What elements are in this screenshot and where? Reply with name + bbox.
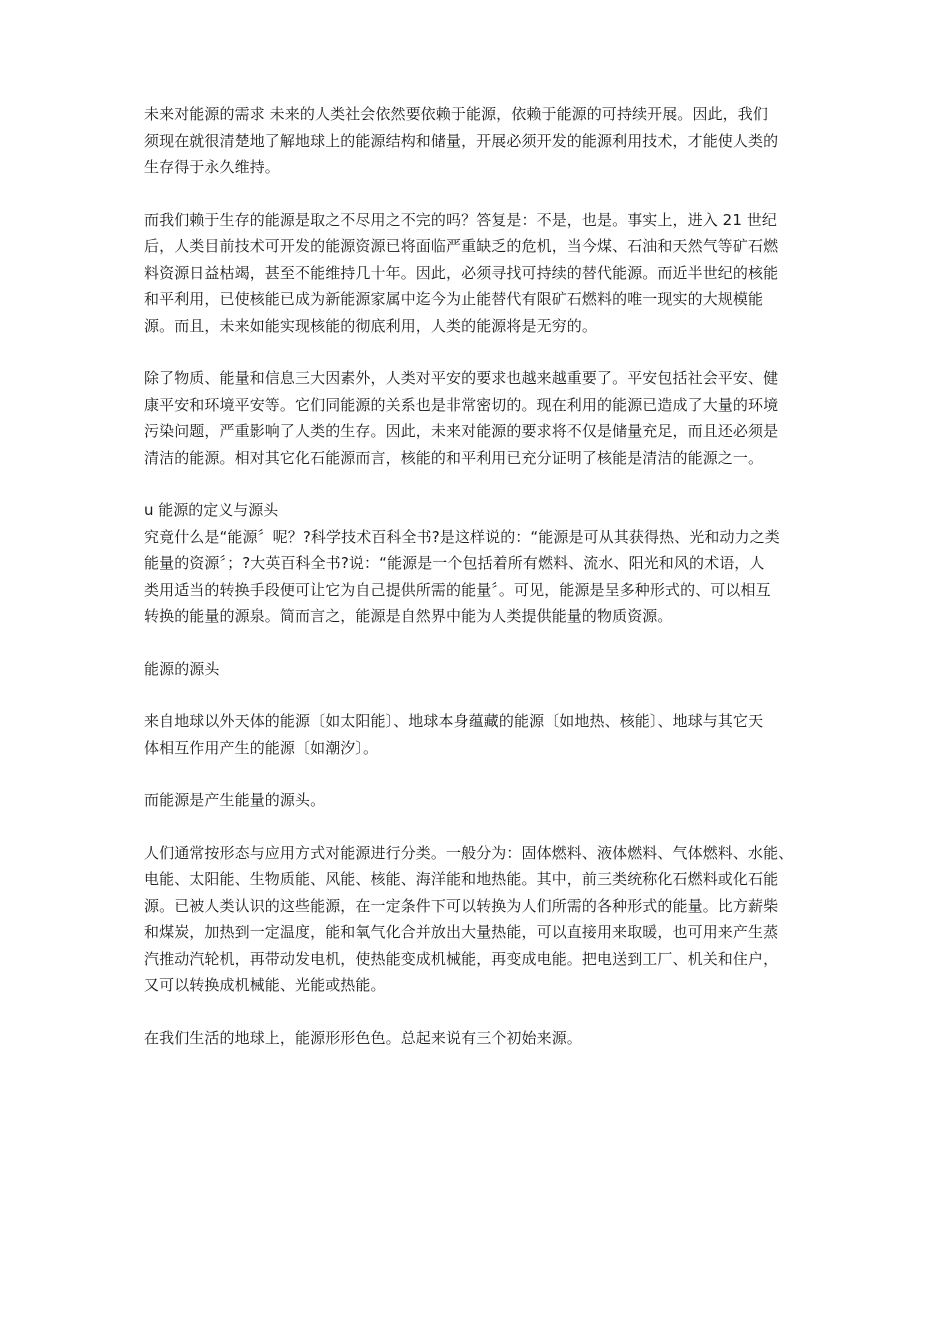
text-line: 而我们赖于生存的能源是取之不尽用之不完的吗？答复是：不是，也是。事实上，进入 21 世纪 [144,210,778,229]
text-line: 源。已被人类认识的这些能源，在一定条件下可以转换为人们所需的各种形式的能量。比方薪柴 [144,896,779,915]
text-line: 而能源是产生能量的源头。 [144,791,326,809]
text-line: 体相互作用产生的能源〔如潮汐〕。 [144,738,379,757]
paragraph-future-energy-demand [144,101,814,181]
text-line: 类用适当的转换手段便可让它为自己提供所需的能量〞。可见，能源是呈多种形式的、可以相互 [144,580,771,599]
text-line: 电能、太阳能、生物质能、风能、核能、海洋能和地热能。其中，前三类统称化石燃料或化石能 [144,870,779,888]
text-line: 污染问题，严重影响了人类的生存。因此，未来对能源的要求将不仅是储量充足，而且还必须是 [144,422,779,440]
text-line: 源。而且，未来如能实现核能的彻底利用，人类的能源将是无穷的。 [144,316,598,335]
paragraph-energy-is-origin [144,787,814,814]
text-line: 清洁的能源。相对其它化石能源而言，核能的和平利用已充分证明了核能是清洁的能源之一。 [144,448,764,467]
paragraph-energy-finite [144,207,814,340]
paragraph-energy-safety [144,365,814,471]
text-line: 又可以转换成机械能、光能或热能。 [144,976,386,994]
text-line: 转换的能量的源泉。简而言之，能源是自然界中能为人类提供能量的物质资源。 [144,607,673,625]
text-line: 来自地球以外天体的能源〔如太阳能〕、地球本身蕴藏的能源〔如地热、核能〕、地球与其它天 [144,712,764,730]
text-line: 须现在就很清楚地了解地球上的能源结构和储量，开展必须开发的能源利用技术，才能使人类的 [144,131,779,150]
section-heading-text: u 能源的定义与源头 [144,501,279,519]
text-line: 康平安和环境平安等。它们同能源的关系也是非常密切的。现在利用的能源已造成了大量的环境 [144,395,779,414]
text-line: 后，人类目前技术可开发的能源资源已将面临严重缺乏的危机，当今煤、石油和天然气等矿石燃 [144,237,779,255]
text-line: 究竟什么是“能源〞呢？?科学技术百科全书?是这样说的：“能源是可从其获得热、光和动力之类 [144,527,780,546]
paragraph-three-sources [144,1025,814,1052]
paragraph-energy-definition [144,524,814,630]
paragraph-energy-sources [144,708,814,761]
document-body [144,101,814,1077]
text-line: 除了物质、能量和信息三大因素外，人类对平安的要求也越来越重要了。平安包括社会平安、健 [144,369,779,387]
text-line: 在我们生活的地球上，能源形形色色。总起来说有三个初始来源。 [144,1028,582,1047]
subheading-text: 能源的源头 [144,659,220,678]
paragraph-energy-classification [144,840,814,999]
subheading-energy-origin [144,656,814,683]
text-line: 和平利用，已使核能已成为新能源家属中迄今为止能替代有限矿石燃料的唯一现实的大规模能 [144,290,764,308]
text-line: 料资源日益枯竭，甚至不能维持几十年。因此，必须寻找可持续的替代能源。而近半世纪的核能 [144,263,779,282]
text-line: 和煤炭，加热到一定温度，能和氧气化合并放出大量热能，可以直接用来取暖，也可用来产生蒸 [144,923,779,941]
text-line: 未来对能源的需求 未来的人类社会依然要依赖于能源，依赖于能源的可持续开展。因此，我们 [144,105,768,123]
text-line: 能量的资源〞；?大英百科全书?说：“能源是一个包括着所有燃料、流水、阳光和风的术语，人 [144,554,765,572]
text-line: 汽推动汽轮机，再带动发电机，使热能变成机械能，再变成电能。把电送到工厂、机关和住户， [144,949,779,968]
text-line: 生存得于永久维持。 [144,158,280,176]
text-line: 人们通常按形态与应用方式对能源进行分类。一般分为：固体燃料、液体燃料、气体燃料、水能、 [144,843,794,862]
section-heading-energy-definition [144,497,814,524]
